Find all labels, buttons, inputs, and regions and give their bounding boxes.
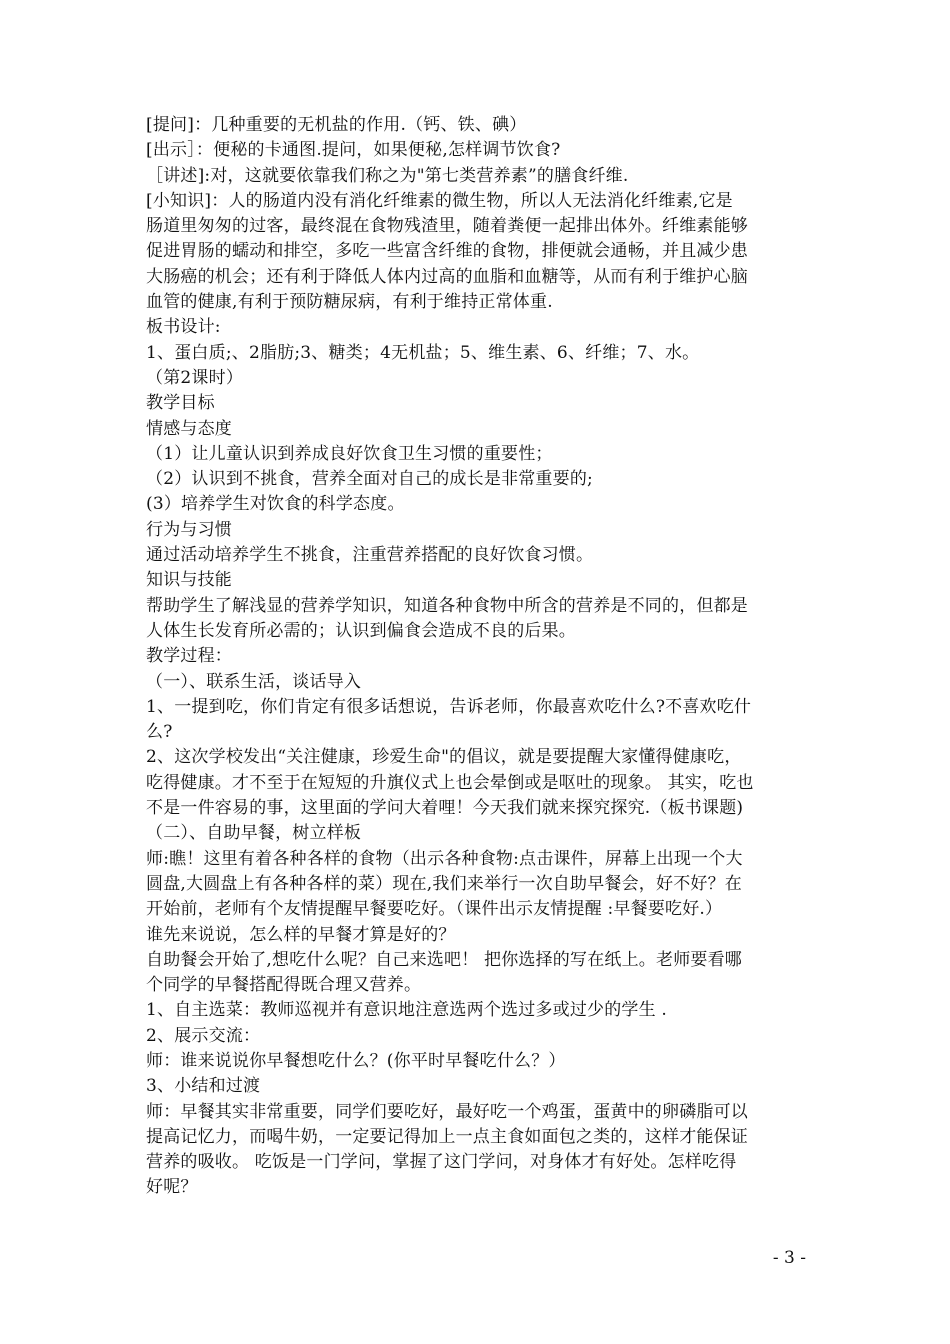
text-line: 么? [146, 722, 173, 743]
text-line: ［讲述]:对，这就要依靠我们称之为"第七类营养素”的膳食纤维. [146, 165, 629, 186]
text-line: 2、展示交流： [146, 1025, 261, 1046]
text-line: 1、一提到吃，你们肯定有很多话想说，告诉老师，你最喜欢吃什么?不喜欢吃什 [146, 696, 752, 717]
text-line: 2、这次学校发出“关注健康，珍爱生命"的倡议，就是要提醒大家懂得健康吃， [146, 747, 742, 768]
text-line: 肠道里匆匆的过客，最终混在食物残渣里，随着粪便一起排出体外。纤维素能够 [146, 216, 748, 237]
text-line: [出示］：便秘的卡通图.提问，如果便秘,怎样调节饮食? [146, 140, 561, 161]
text-line: 开始前，老师有个友情提醒早餐要吃好。（课件出示友情提醒 :早餐要吃好.） [146, 899, 723, 920]
text-line: 营养的吸收。 吃饭是一门学问，掌握了这门学问，对身体才有好处。怎样吃得 [146, 1152, 737, 1173]
text-line: 帮助学生了解浅显的营养学知识，知道各种食物中所含的营养是不同的，但都是 [146, 595, 748, 616]
text-line: 好呢？ [146, 1177, 198, 1198]
section-heading: （二）、自助早餐，树立样板 [146, 823, 362, 844]
text-line: 3、小结和过渡 [146, 1076, 261, 1097]
text-line: 师:瞧！这里有着各种各样的食物（出示各种食物:点击课件，屏幕上出现一个大 [146, 848, 743, 869]
text-line: 圆盘,大圆盘上有各种各样的菜）现在,我们来举行一次自助早餐会，好不好？在 [146, 873, 743, 894]
text-line: 人体生长发育所必需的；认识到偏食会造成不良的后果。 [146, 620, 576, 641]
text-line: 提高记忆力，而喝牛奶，一定要记得加上一点主食如面包之类的，这样才能保证 [146, 1126, 748, 1147]
text-line: 个同学的早餐搭配得既合理又营养。 [146, 975, 422, 996]
text-line: 1、蛋白质;、2脂肪;3、糖类；4无机盐；5、维生素、6、纤维；7、水。 [146, 342, 700, 363]
section-heading: 教学目标 [146, 393, 215, 414]
section-heading: 知识与技能 [146, 570, 232, 591]
page-number: - 3 - [772, 1248, 806, 1268]
text-line: (3）培养学生对饮食的科学态度。 [146, 494, 405, 515]
text-line: （2）认识到不挑食，营养全面对自己的成长是非常重要的; [146, 469, 593, 490]
text-line: 血管的健康,有利于预防糖尿病，有利于维持正常体重. [146, 292, 553, 313]
text-line: 通过活动培养学生不挑食，注重营养搭配的良好饮食习惯。 [146, 545, 594, 566]
section-heading: 教学过程： [146, 646, 232, 667]
text-line: 促进胃肠的蠕动和排空，多吃一些富含纤维的食物，排便就会通畅，并且减少患 [146, 241, 748, 262]
section-heading: （一）、联系生活，谈话导入 [146, 671, 362, 692]
text-line: 不是一件容易的事，这里面的学问大着哩！今天我们就来探究探究.（板书课题) [146, 798, 744, 819]
text-line: 师：谁来说说你早餐想吃什么？(你平时早餐吃什么？） [146, 1050, 566, 1071]
text-line: 1、自主选菜：教师巡视并有意识地注意选两个选过多或过少的学生 . [146, 1000, 668, 1021]
text-line: 师：早餐其实非常重要，同学们要吃好，最好吃一个鸡蛋，蛋黄中的卵磷脂可以 [146, 1101, 748, 1122]
text-line: [提问]：几种重要的无机盐的作用.（钙、铁、碘） [146, 115, 527, 135]
text-line: 吃得健康。才不至于在短短的升旗仪式上也会晕倒或是呕吐的现象。 其实，吃也 [146, 772, 754, 793]
text-line: 大肠癌的机会；还有利于降低人体内过高的血脂和血糖等，从而有利于维护心脑 [146, 266, 748, 287]
section-heading: 行为与习惯 [146, 519, 232, 540]
document-body [146, 113, 814, 1201]
text-line: 自助餐会开始了,想吃什么呢？自己来选吧！ 把你选择的写在纸上。老师要看哪 [146, 949, 743, 970]
section-heading: （第2课时） [146, 367, 244, 388]
text-line: [小知识]：人的肠道内没有消化纤维素的微生物，所以人无法消化纤维素,它是 [146, 190, 733, 211]
text-line: 谁先来说说，怎么样的早餐才算是好的？ [146, 924, 456, 945]
section-heading: 板书设计: [146, 317, 221, 338]
text-line: （1）让儿童认识到养成良好饮食卫生习惯的重要性； [146, 443, 553, 464]
section-heading: 情感与态度 [146, 418, 232, 439]
